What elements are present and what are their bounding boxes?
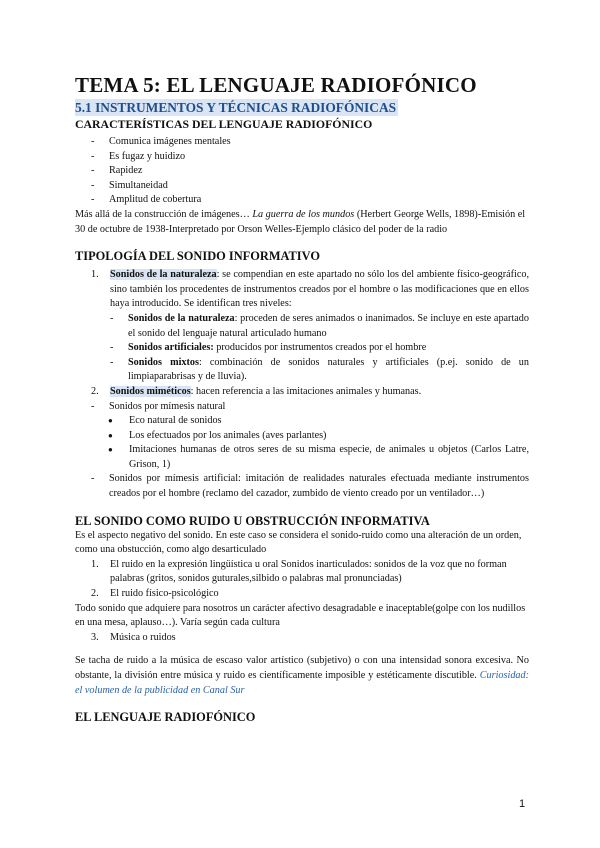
list-item: - Simultaneidad: [91, 179, 529, 194]
caracteristicas-list: [75, 135, 529, 208]
document-page: [75, 72, 529, 725]
curiosidad-link[interactable]: Curiosidad: el volumen de la publicidad en Canal Sur: [75, 670, 529, 696]
mimesis-artificial-list: [75, 472, 529, 501]
section-heading-5-1: 5.1 INSTRUMENTOS Y TÉCNICAS RADIOFÓNICAS: [75, 100, 397, 115]
list-item: - Sonidos por mímesis artificial: imitación de realidades naturales efectuada mediante instrumentos creados por el hombre (reclamo del cazador, zumbido de viento creado por un ventilador…): [91, 472, 529, 501]
niveles-list: [75, 312, 529, 385]
list-item: 1. Sonidos de la naturaleza: se compendian en este apartado no sólo los del ambiente físico-geográfico, sino también los procedentes de instrumentos creados por el hombre o las modificaciones que en ellos haya introducido. Se identifican tres niveles:: [91, 269, 529, 310]
mimesis-list: [75, 400, 529, 415]
musica-ruido-paragraph: Se tacha de ruido a la música de escaso valor artístico (subjetivo) o con una intensidad sonora excesiva. No obstante, la división entre música y ruido es científicamente imposible y estéticamente discutible. Curiosidad: el volumen de la publicidad en Canal Sur: [75, 655, 529, 696]
page-number: 1: [519, 798, 526, 810]
list-item: - Sonidos por mímesis natural: [91, 400, 529, 415]
ruido-list: [75, 558, 529, 602]
list-item: - Rapidez: [91, 164, 529, 179]
list-item: 2. El ruido físico-psicológico: [91, 588, 219, 600]
list-item: ● Los efectuados por los animales (aves parlantes): [108, 429, 529, 444]
tipologia-list-2: [75, 385, 529, 400]
list-item: - Sonidos mixtos: combinación de sonidos naturales y artificiales (p.ej. sonido de un limpiaparabrisas y de lluvia).: [110, 356, 529, 385]
guerra-mundos-note: Más allá de la construcción de imágenes… La guerra de los mundos (Herbert George Wells, 1898)-Emisión el 30 de octubre de 1938-Interpretado por Orson Welles-Ejemplo clásico del poder de la radio: [75, 208, 526, 235]
lenguaje-radiofonico-heading: EL LENGUAJE RADIOFÓNICO: [75, 710, 256, 725]
tipologia-list: [75, 268, 529, 312]
list-item: 3. Música o ruidos: [91, 631, 176, 643]
ruido-heading: EL SONIDO COMO RUIDO U OBSTRUCCIÓN INFORMATIVA: [75, 513, 430, 528]
tipologia-heading: TIPOLOGÍA DEL SONIDO INFORMATIVO: [75, 249, 320, 264]
list-item: - Comunica imágenes mentales: [91, 135, 529, 150]
page-title: TEMA 5: EL LENGUAJE RADIOFÓNICO: [75, 73, 477, 97]
mimesis-natural-list: [75, 414, 529, 472]
ruido-list-3: [75, 631, 529, 646]
ruido-intro: Es el aspecto negativo del sonido. En este caso se considera el sonido-ruido como una alteración de un orden, como una obstucción, como algo desarticulado: [75, 529, 522, 556]
ruido-todo-sonido: Todo sonido que adquiere para nosotros un carácter afectivo desagradable e inaceptable(golpe con los nudillos en una mesa, aplauso…). Varía según cada cultura: [75, 602, 526, 629]
list-item: - Sonidos de la naturaleza: proceden de seres animados o inanimados. Se incluye en este apartado el sonido del lenguaje natural articulado humano: [110, 312, 529, 341]
list-item: 2. Sonidos miméticos: hacen referencia a las imitaciones animales y humanas.: [91, 385, 422, 397]
list-item: - Sonidos artificiales: producidos por instrumentos creados por el hombre: [110, 341, 529, 356]
list-item: - Amplitud de cobertura: [91, 193, 529, 208]
caracteristicas-heading: CARACTERÍSTICAS DEL LENGUAJE RADIOFÓNICO: [75, 117, 373, 131]
list-item: - Es fugaz y huidizo: [91, 150, 529, 165]
list-item: ● Eco natural de sonidos: [108, 414, 529, 429]
list-item: ● Imitaciones humanas de otros seres de su misma especie, de animales u objetos (Carlos Latre, Grison, 1): [108, 443, 529, 472]
list-item: 1. El ruido en la expresión lingüística u oral Sonidos inarticulados: sonidos de la voz que no forman palabras (gritos, sonidos guturales,silbido o palabras mal pronunciadas): [91, 558, 507, 585]
